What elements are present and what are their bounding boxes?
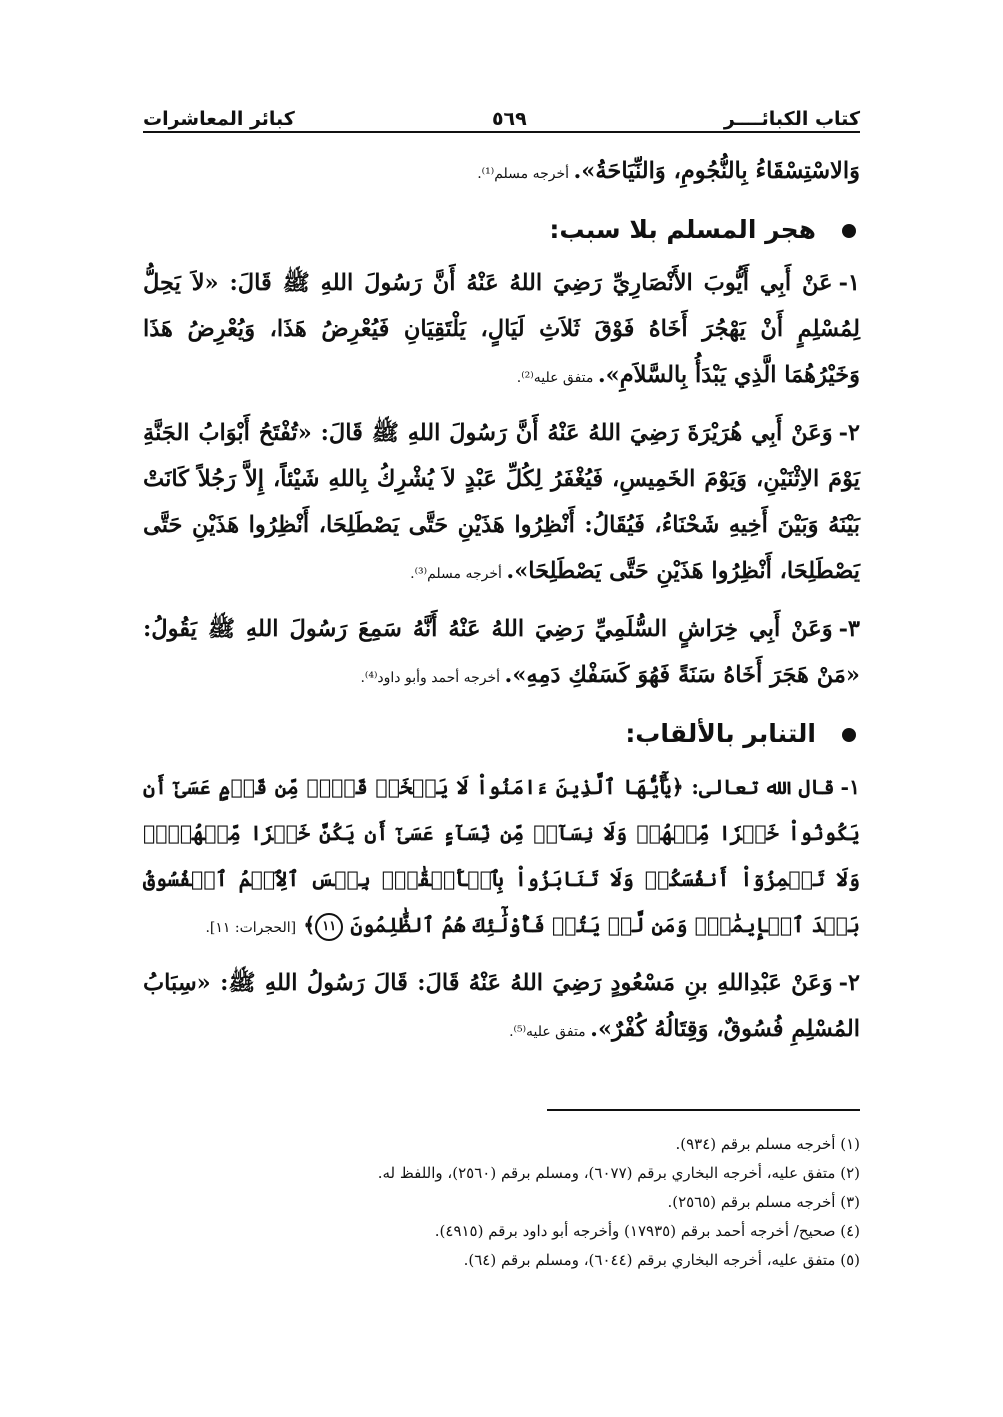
ayah-number-icon: ١١: [315, 913, 343, 941]
header-rule: [143, 131, 860, 133]
footnote: (٤) صحيح/ أخرجه أحمد برقم (١٧٩٣٥) وأخرجه أبو داود برقم (٤٩١٥).: [434, 1222, 860, 1240]
chapter-title: كبائر المعاشرات: [143, 108, 295, 130]
item-number: ٣-: [838, 616, 860, 642]
bullet-icon: [842, 728, 856, 742]
quran-verse: ﴿يَٰٓأَيُّهَا ٱلَّذِينَ ءَامَنُواْ لَا يَسۡخَرۡ قَوۡمٞ مِّن قَوۡمٍ عَسَىٰٓ أَن يَكُونُواْ خَيۡرٗا مِّنۡهُمۡ وَلَا نِسَآءٞ مِّن نِّسَآءٍ عَسَىٰٓ أَن يَكُنَّ خَيۡرٗا مِّنۡهُنَّۖ وَلَا تَلۡمِزُوٓاْ أَنفُسَكُمۡ وَلَا تَنَابَزُواْ بِٱلۡأَلۡقَٰبِۖ بِئۡسَ ٱلِٱسۡمُ ٱلۡفُسُوقُ بَعۡدَ ٱلۡإِيمَٰنِۚ وَمَن لَّمۡ يَتُبۡ فَأُوْلَٰٓئِكَ هُمُ ٱلظَّٰلِمُونَ: [143, 775, 860, 937]
section-heading-hijr: [143, 206, 860, 254]
item-number: ١-: [840, 775, 860, 799]
footnote: (٢) متفق عليه، أخرجه البخاري برقم (٦٠٧٧)، ومسلم برقم (٢٥٦٠)، واللفظ له.: [377, 1164, 860, 1182]
hadith-item: [143, 260, 860, 401]
verse-close: ﴾: [303, 913, 316, 937]
hadith-item: [143, 960, 860, 1055]
page-body: [143, 148, 860, 1064]
hadith-ref: أخرجه أحمد وأبو داود⁽⁴⁾.: [360, 670, 505, 686]
quran-item: [143, 764, 860, 951]
hadith-ref: متفق عليه⁽⁵⁾.: [509, 1024, 591, 1040]
page-number: ٥٦٩: [491, 108, 527, 130]
footnote: (١) أخرجه مسلم برقم (٩٣٤).: [675, 1135, 860, 1153]
item-number: ٢-: [838, 970, 860, 996]
continuation-ref: أخرجه مسلم⁽¹⁾.: [477, 166, 574, 182]
footnotes: [143, 1130, 860, 1275]
hadith-text: وَعَنْ أَبِي خِرَاشٍ السُّلَمِيِّ رَضِيَ اللهُ عَنْهُ أَنَّهُ سَمِعَ رَسُولَ اللهِ ﷺ يَقُولُ: «مَنْ هَجَرَ أَخَاهُ سَنَةً فَهُوَ كَسَفْكِ دَمِهِ».: [143, 616, 860, 688]
section-heading-text: هجر المسلم بلا سبب:: [549, 215, 816, 244]
section-heading-tanabur: [143, 710, 860, 758]
running-header: [143, 100, 860, 130]
hadith-text: عَنْ أَبِي أَيُّوبَ الأَنْصَارِيِّ رَضِيَ اللهُ عَنْهُ أَنَّ رَسُولَ اللهِ ﷺ قَالَ: «لاَ يَحِلُّ لِمُسْلِمٍ أَنْ يَهْجُرَ أَخَاهُ فَوْقَ ثَلاَثِ لَيَالٍ، يَلْتَقِيَانِ فَيُعْرِضُ هَذَا، وَيُعْرِضُ هَذَا وَخَيْرُهُمَا الَّذِي يَبْدَأُ بِالسَّلاَمِ».: [143, 270, 860, 388]
section-heading-text: التنابر بالألقاب:: [625, 719, 816, 748]
quran-ref: [الحجرات: ١١].: [205, 920, 297, 936]
hadith-text: وَعَنْ عَبْدِاللهِ بنِ مَسْعُودٍ رَضِيَ اللهُ عَنْهُ قَالَ: قَالَ رَسُولُ اللهِ ﷺ: «سِبَابُ المُسْلِمِ فُسُوقٌ، وَقِتَالُهُ كُفْرٌ».: [143, 970, 860, 1042]
footnote: (٥) متفق عليه، أخرجه البخاري برقم (٦٠٤٤)، ومسلم برقم (٦٤).: [463, 1251, 860, 1269]
hadith-item: [143, 410, 860, 597]
item-number: ١-: [838, 270, 860, 296]
hadith-text: وَعَنْ أَبِي هُرَيْرَةَ رَضِيَ اللهُ عَنْهُ أَنَّ رَسُولَ اللهِ ﷺ قَالَ: «تُفْتَحُ أَبْوَابُ الجَنَّةِ يَوْمَ الاِثْنَيْنِ، وَيَوْمَ الخَمِيسِ، فَيُغْفَرُ لِكُلِّ عَبْدٍ لاَ يُشْرِكُ بِاللهِ شَيْئاً، إِلاَّ رَجُلاً كَانَتْ بَيْنَهُ وَبَيْنَ أَخِيهِ شَحْنَاءُ، فَيُقَالُ: أَنْظِرُوا هَذَيْنِ حَتَّى يَصْطَلِحَا، أَنْظِرُوا هَذَيْنِ حَتَّى يَصْطَلِحَا، أَنْظِرُوا هَذَيْنِ حَتَّى يَصْطَلِحَا».: [143, 420, 860, 584]
quran-intro: قال الله تعالى:: [683, 775, 835, 799]
footnote: (٣) أخرجه مسلم برقم (٢٥٦٥).: [667, 1193, 860, 1211]
continuation-text: وَالاسْتِسْقَاءُ بِالنُّجُومِ، وَالنِّيَاحَةُ».: [573, 158, 860, 184]
continuation-paragraph: [143, 148, 860, 197]
hadith-ref: متفق عليه⁽²⁾.: [516, 370, 598, 386]
book-title: كتاب الكبائــــر: [723, 108, 860, 130]
hadith-item: [143, 606, 860, 701]
bullet-icon: [842, 224, 856, 238]
item-number: ٢-: [838, 420, 860, 446]
footnote-rule: [547, 1109, 860, 1111]
hadith-ref: أخرجه مسلم⁽³⁾.: [410, 566, 507, 582]
